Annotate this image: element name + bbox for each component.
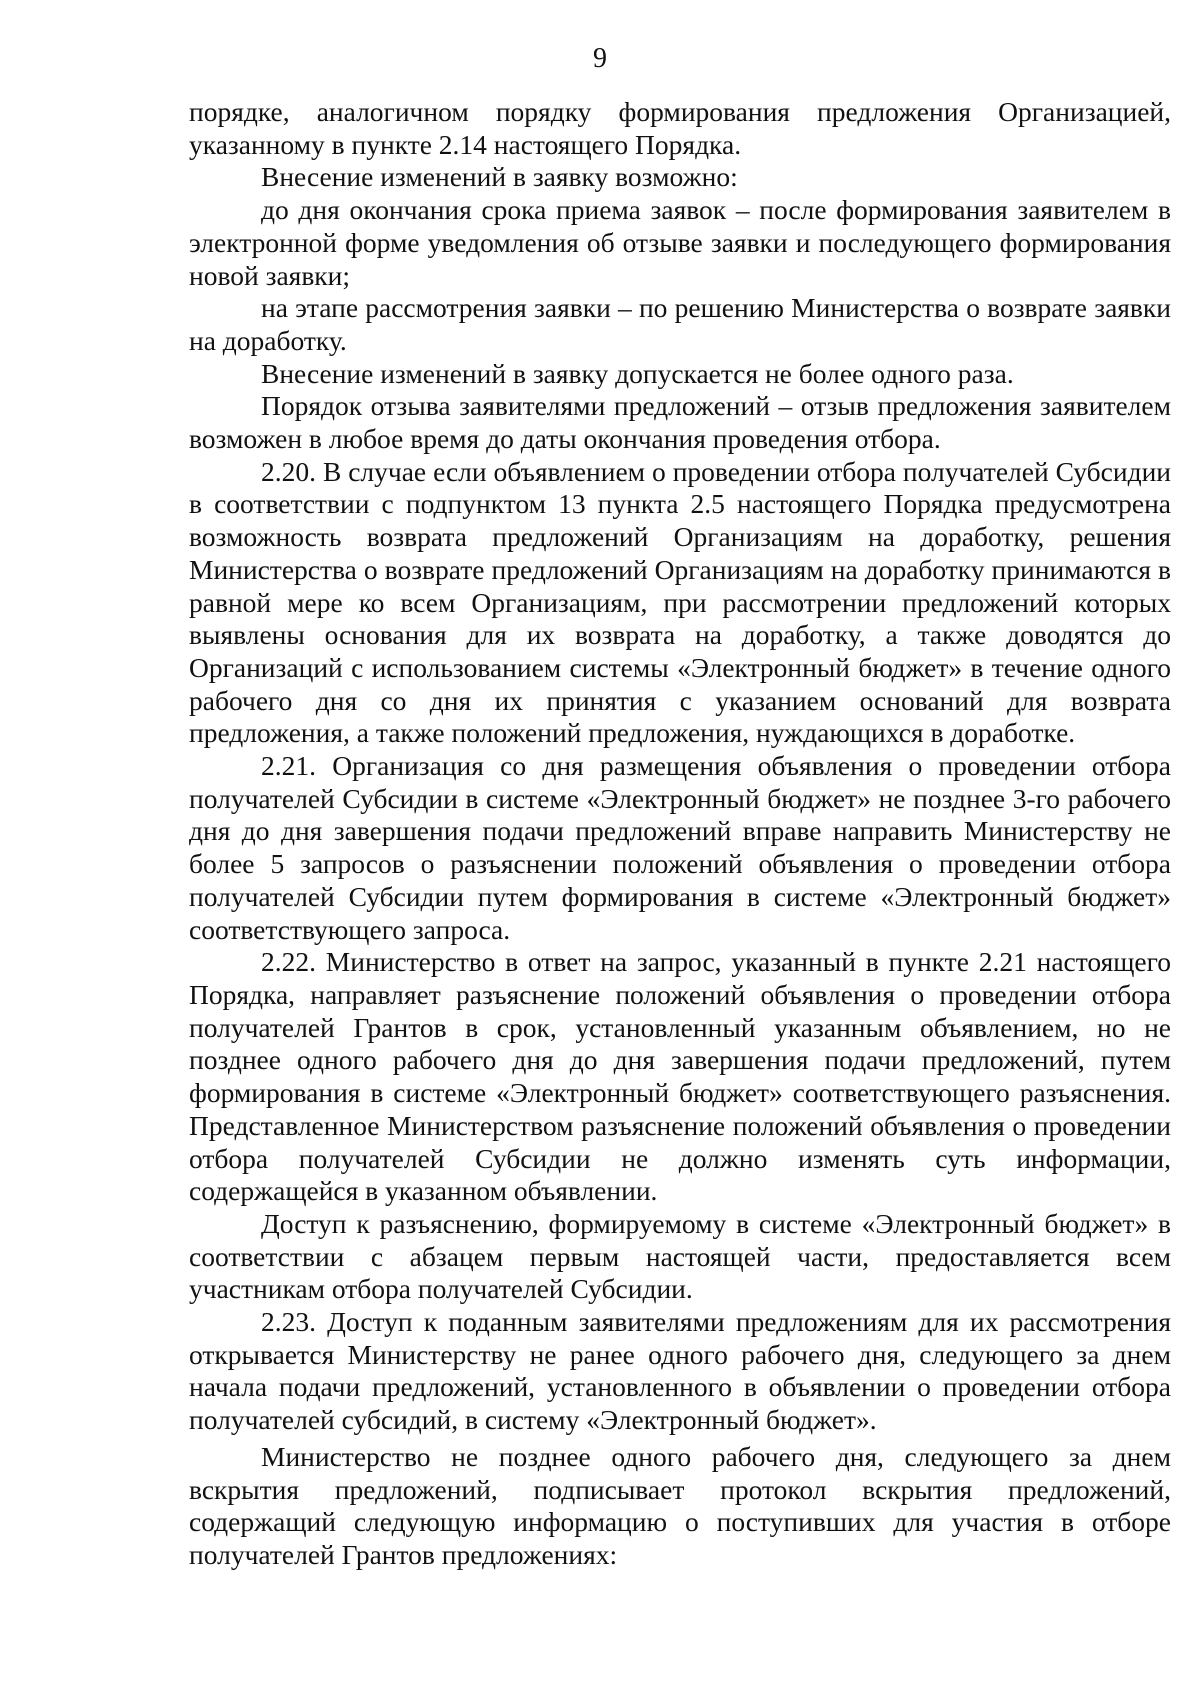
document-body (189, 96, 1171, 1572)
paragraph-2-21: 2.21. Организация со дня размещения объявления о проведении отбора получателей Субсидии в системе «Электронный бюджет» не позднее 3-го рабочего дня до дня завершения подачи предложений вправе направить Министерству не более 5 запросов о разъяснении положений объявления о проведении отбора получателей Субсидии путем формирования в системе «Электронный бюджет» соответствующего запроса. (189, 750, 1171, 945)
page-number: 9 (593, 43, 607, 74)
paragraph-2-20: 2.20. В случае если объявлением о проведении отбора получателей Субсидии в соответствии с подпунктом 13 пункта 2.5 настоящего Порядка предусмотрена возможность возврата предложений Организациям на доработку, решения Министерства о возврате предложений Организациям на доработку принимаются в равной мере ко всем Организациям, при рассмотрении предложений которых выявлены основания для их возврата на доработку, а также доводятся до Организаций с использованием системы «Электронный бюджет» в течение одного рабочего дня со дня их принятия с указанием оснований для возврата предложения, а также положений предложения, нуждающихся в доработке. (189, 455, 1171, 749)
paragraph-changes-possible: Внесение изменений в заявку возможно: (261, 161, 738, 193)
paragraph-opening-protocol: Министерство не позднее одного рабочего дня, следующего за днем вскрытия предложений, подписывает протокол вскрытия предложений, содержащий следующую информацию о поступивших для участия в отборе получателей Грантов предложениях: (189, 1440, 1171, 1570)
paragraph-2-22: 2.22. Министерство в ответ на запрос, указанный в пункте 2.21 настоящего Порядка, направляет разъяснение положений объявления о проведении отбора получателей Грантов в срок, установленный указанным объявлением, но не позднее одного рабочего дня до дня завершения подачи предложений, путем формирования в системе «Электронный бюджет» соответствующего разъяснения. Представленное Министерством разъяснение положений объявления о проведении отбора получателей Субсидии не должно изменять суть информации, содержащейся в указанном объявлении. (189, 946, 1171, 1207)
paragraph-before-deadline: до дня окончания срока приема заявок – после формирования заявителем в электронной форме уведомления об отзыве заявки и последующего формирования новой заявки; (189, 194, 1171, 291)
paragraph-continuation: порядке, аналогичном порядку формирования предложения Организацией, указанному в пункте 2.14 настоящего Порядка. (189, 96, 1171, 160)
paragraph-withdrawal-order: Порядок отзыва заявителями предложений – отзыв предложения заявителем возможен в любое время до даты окончания проведения отбора. (189, 390, 1171, 455)
paragraph-clarification-access: Доступ к разъяснению, формируемому в системе «Электронный бюджет» в соответствии с абзацем первым настоящей части, предоставляется всем участникам отбора получателей Субсидии. (189, 1207, 1171, 1305)
paragraph-review-stage: на этапе рассмотрения заявки – по решению Министерства о возврате заявки на доработку. (189, 292, 1171, 356)
paragraph-changes-limit: Внесение изменений в заявку допускается не более одного раза. (261, 357, 1014, 389)
paragraph-2-23: 2.23. Доступ к поданным заявителями предложениям для их рассмотрения открывается Министерству не ранее одного рабочего дня, следующего за днем начала подачи предложений, установленного в объявлении о проведении отбора получателей субсидий, в систему «Электронный бюджет». (189, 1306, 1171, 1436)
